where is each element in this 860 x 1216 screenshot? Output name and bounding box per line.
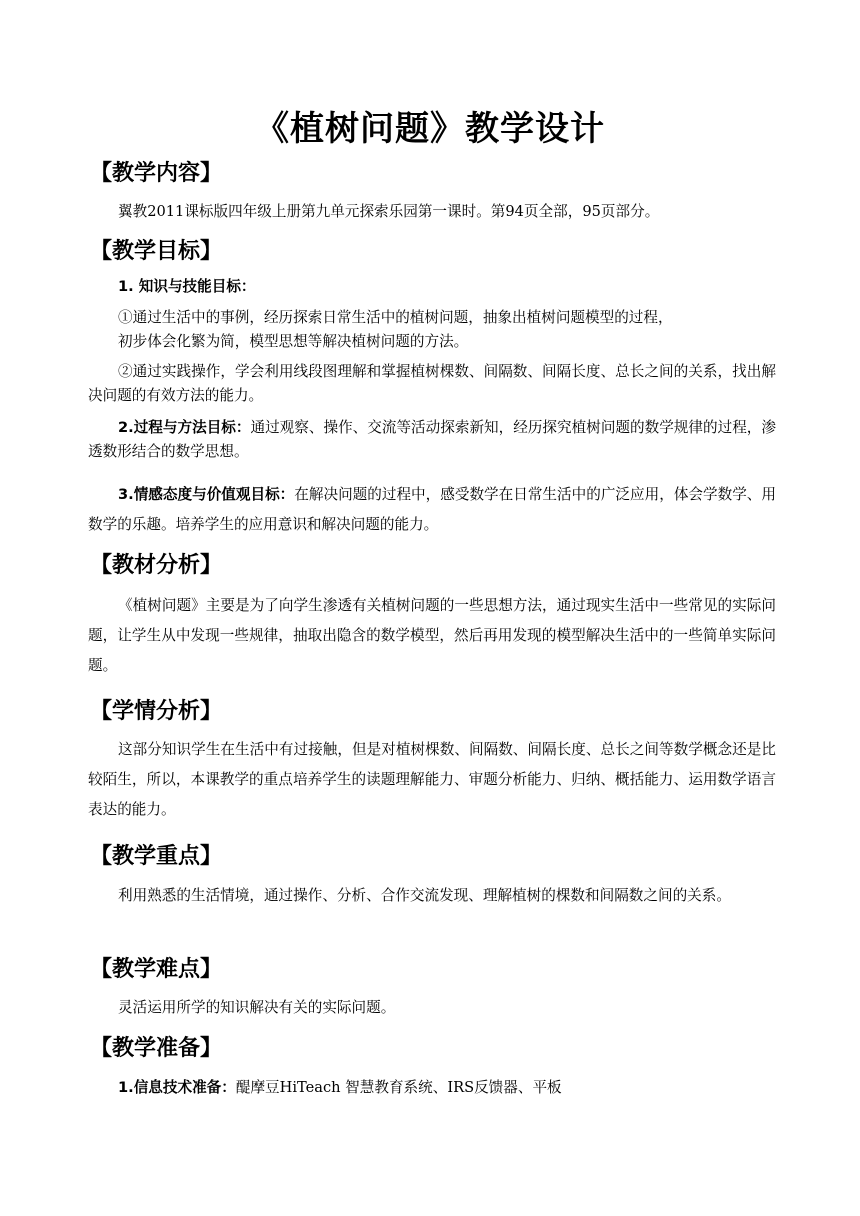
goal-1a-line1: ①通过生活中的事例，经历探索日常生活中的植树问题，抽象出植树问题模型的过程，: [118, 309, 673, 326]
material-text: 《植树问题》主要是为了向学生渗透有关植树问题的一些思想方法，通过现实生活中一些常见的实际问题，让学生从中发现一些规律，抽取出隐含的数学模型，然后再用发现的模型解决生活中的一些简单实际问题。: [88, 597, 776, 674]
prep-1: 1.信息技术准备：醍摩豆HiTeach 智慧教育系统、IRS反馈器、平板: [118, 1079, 562, 1096]
document-title: 《植树问题》教学设计: [255, 109, 605, 149]
key-text: 利用熟悉的生活情境，通过操作、分析、合作交流发现、理解植树的棵数和间隔数之间的关系。: [118, 887, 731, 904]
goal-2: 2.过程与方法目标：通过观察、操作、交流等活动探索新知，经历探究植树问题的数学规律的过程，渗透数形结合的数学思想。: [88, 419, 776, 460]
section-heading-prep: 【教学准备】: [90, 1036, 223, 1061]
section-heading-goals: 【教学目标】: [90, 239, 223, 264]
goal-3: 3.情感态度与价值观目标：在解决问题的过程中，感受数学在日常生活中的广泛应用，体会学数学、用数学的乐趣。培养学生的应用意识和解决问题的能力。: [88, 486, 776, 533]
section-heading-difficulty: 【教学难点】: [90, 957, 223, 982]
goal-1b-text: ②通过实践操作，学会利用线段图理解和掌握植树棵数、间隔数、间隔长度、总长之间的关系，找出解决问题的有效方法的能力。: [88, 363, 776, 404]
section-heading-students: 【学情分析】: [90, 699, 223, 724]
students-text: 这部分知识学生在生活中有过接触，但是对植树棵数、间隔数、间隔长度、总长之间等数学概念还是比较陌生，所以，本课教学的重点培养学生的读题理解能力、审题分析能力、归纳、概括能力、运用数学语言表达的能力。: [88, 741, 776, 818]
section-heading-key: 【教学重点】: [90, 844, 223, 869]
section-heading-content: 【教学内容】: [90, 161, 223, 186]
content-text: 翼教2011课标版四年级上册第九单元探索乐园第一课时。第94页全部，95页部分。: [118, 203, 660, 220]
section-heading-material: 【教材分析】: [90, 553, 223, 578]
goal-1a-line2: 初步体会化繁为简，模型思想等解决植树问题的方法。: [118, 333, 469, 350]
goal-1-label: 1. 知识与技能目标：: [118, 278, 256, 295]
difficulty-text: 灵活运用所学的知识解决有关的实际问题。: [118, 999, 396, 1016]
